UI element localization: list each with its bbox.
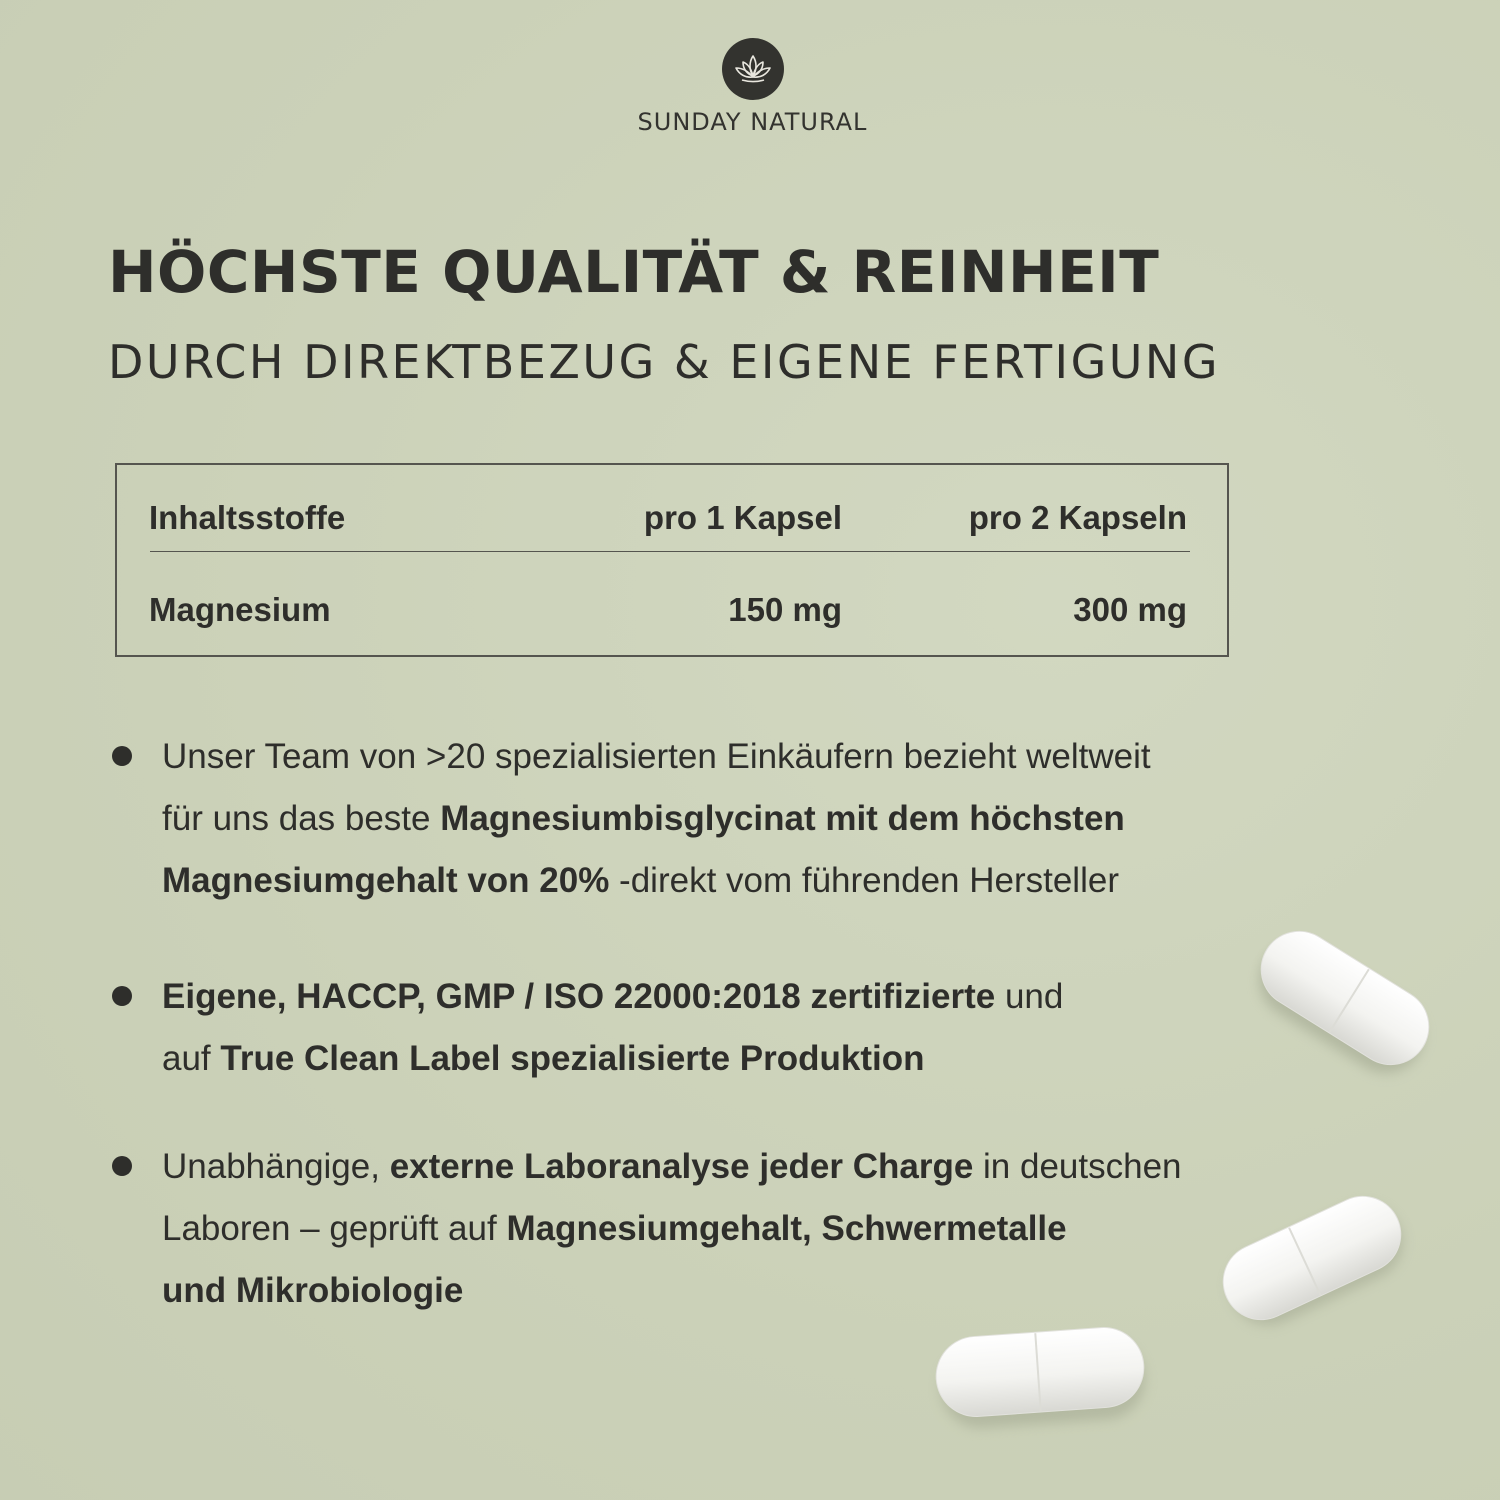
bullet-text-bold: Magnesiumbisglycinat mit dem höchsten bbox=[440, 799, 1125, 838]
bullet-text-segment: Unser Team von >20 spezialisierten Einkäufern bezieht weltweit bbox=[162, 737, 1151, 776]
bullet-text-segment: auf bbox=[162, 1039, 221, 1078]
bullet-text-segment: Unabhängige, bbox=[162, 1147, 390, 1186]
bullet-text-bold: Eigene, HACCP, GMP / ISO 22000:2018 zertifizierte bbox=[162, 977, 996, 1016]
bullet-text-segment: Laboren – geprüft auf bbox=[162, 1209, 507, 1248]
brand-name: SUNDAY NATURAL bbox=[637, 108, 868, 136]
bullet-text-segment: für uns das beste bbox=[162, 799, 441, 838]
bullet-text-bold: Magnesiumgehalt von 20% bbox=[162, 861, 610, 900]
table-header-per-2-capsules: pro 2 Kapseln bbox=[968, 499, 1187, 536]
bullet-text-segment: in deutschen bbox=[973, 1147, 1182, 1186]
table-header-per-1-capsule: pro 1 Kapsel bbox=[643, 499, 842, 536]
page-subtitle: DURCH DIREKTBEZUG & EIGENE FERTIGUNG bbox=[108, 335, 1220, 389]
table-cell-ingredient: Magnesium bbox=[149, 591, 331, 628]
capsule-image bbox=[933, 1325, 1147, 1431]
capsule-image bbox=[1242, 917, 1444, 1087]
bullet-text-segment: -direkt vom führenden Hersteller bbox=[609, 861, 1119, 900]
table-header-ingredient: Inhaltsstoffe bbox=[149, 499, 346, 536]
table-cell-per-1-capsule: 150 mg bbox=[728, 591, 842, 628]
page-title: HÖCHSTE QUALITÄT & REINHEIT bbox=[108, 238, 1160, 306]
bullet-text-bold: externe Laboranalyse jeder Charge bbox=[389, 1147, 974, 1186]
bullet-text-segment: und bbox=[995, 977, 1064, 1016]
bullet-text-bold: und Mikrobiologie bbox=[162, 1271, 464, 1310]
table-cell-per-2-capsules: 300 mg bbox=[1073, 591, 1187, 628]
capsule-image bbox=[1211, 1184, 1417, 1340]
bullet-text-bold: True Clean Label spezialisierte Produktion bbox=[220, 1039, 925, 1078]
bullet-text-bold: Magnesiumgehalt, Schwermetalle bbox=[506, 1209, 1067, 1248]
